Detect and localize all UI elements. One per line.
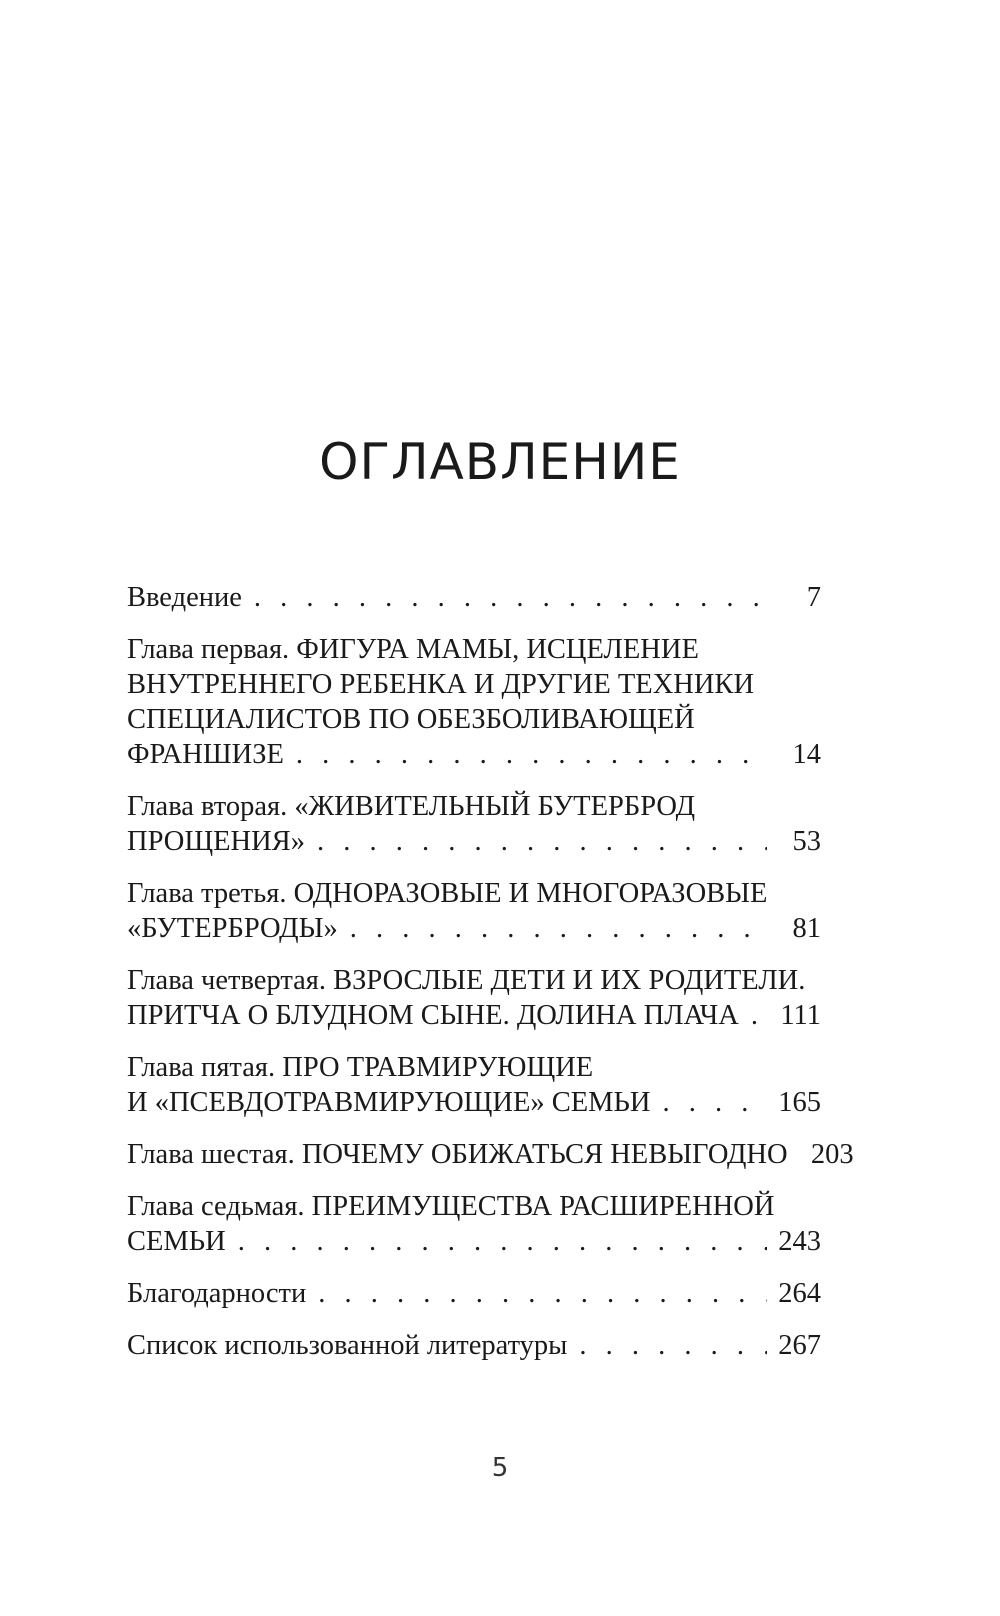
- toc-leader-line: [127, 1276, 821, 1311]
- toc-page-number: 243: [778, 1226, 821, 1257]
- toc-leader-line: [127, 1328, 821, 1363]
- dot-leader: [662, 1085, 767, 1120]
- toc-page-number: 14: [792, 739, 821, 770]
- toc-entry-title: И «ПСЕВДОТРАВМИРУЮЩИЕ» СЕМЬИ: [127, 1087, 651, 1118]
- toc-leader-line: [127, 824, 821, 859]
- toc-entry-chapter-2: [127, 789, 821, 859]
- toc-leader-line: [127, 1224, 821, 1259]
- toc-page-number: 53: [792, 826, 821, 857]
- dot-leader: [296, 737, 767, 772]
- toc-page-number: 7: [806, 582, 821, 613]
- toc-entry-title: Глава седьмая. ПРЕИМУЩЕСТВА РАСШИРЕННОЙ: [127, 1191, 775, 1222]
- dot-leader: [238, 1224, 767, 1259]
- toc-entry-title: СПЕЦИАЛИСТОВ ПО ОБЕЗБОЛИВАЮЩЕЙ: [127, 704, 695, 735]
- toc-leader-line: [127, 911, 821, 946]
- page-title: ОГЛАВЛЕНИЕ: [319, 433, 681, 491]
- toc-entry-title: Глава вторая. «ЖИВИТЕЛЬНЫЙ БУТЕРБРОД: [127, 791, 696, 822]
- toc-entry-title: ПРОЩЕНИЯ»: [127, 826, 305, 857]
- dot-leader: [751, 998, 767, 1033]
- toc-entry-acknowledgements: [127, 1276, 821, 1311]
- toc-entry-title: ФРАНШИЗЕ: [127, 739, 284, 770]
- toc-leader-line: [127, 580, 821, 615]
- dot-leader: [350, 911, 767, 946]
- dot-leader: [579, 1328, 767, 1363]
- toc-leader-line: [127, 1085, 821, 1120]
- toc-entry-introduction: [127, 580, 821, 615]
- dot-leader: [317, 824, 767, 859]
- toc-entry-title: «БУТЕРБРОДЫ»: [127, 913, 338, 944]
- toc-entry-title: Глава третья. ОДНОРАЗОВЫЕ И МНОГОРАЗОВЫЕ: [127, 878, 768, 909]
- toc-page-number: 81: [792, 913, 821, 944]
- toc-entry-chapter-3: [127, 876, 821, 946]
- toc-entry-title: Глава четвертая. ВЗРОСЛЫЕ ДЕТИ И ИХ РОДИТЕЛИ.: [127, 965, 806, 996]
- toc-entry-title: СЕМЬИ: [127, 1226, 226, 1257]
- toc-entry-title: Глава первая. ФИГУРА МАМЫ, ИСЦЕЛЕНИЕ: [127, 634, 699, 665]
- dot-leader: [318, 1276, 767, 1311]
- toc-leader-line: [127, 1137, 854, 1172]
- table-of-contents: [127, 580, 854, 1380]
- toc-page-number: 165: [778, 1087, 821, 1118]
- toc-entry-chapter-4: [127, 963, 821, 1033]
- page-number: 5: [491, 1453, 509, 1483]
- toc-entry-title: ВНУТРЕННЕГО РЕБЕНКА И ДРУГИЕ ТЕХНИКИ: [127, 669, 755, 700]
- toc-entry-chapter-1: [127, 632, 821, 772]
- toc-leader-line: [127, 998, 821, 1033]
- toc-leader-line: [127, 737, 821, 772]
- toc-entry-title: Список использованной литературы: [127, 1330, 568, 1361]
- toc-page-number: 203: [810, 1139, 854, 1170]
- toc-page-number: 111: [780, 1000, 821, 1031]
- toc-entry-title: ПРИТЧА О БЛУДНОМ СЫНЕ. ДОЛИНА ПЛАЧА: [127, 1000, 739, 1031]
- toc-entry-chapter-6: [127, 1137, 854, 1172]
- toc-entry-bibliography: [127, 1328, 821, 1363]
- toc-entry-title: Благодарности: [127, 1278, 307, 1309]
- toc-entry-title: Введение: [127, 582, 242, 613]
- toc-page-number: 264: [778, 1278, 821, 1309]
- toc-entry-chapter-7: [127, 1189, 821, 1259]
- toc-entry-title: Глава пятая. ПРО ТРАВМИРУЮЩИЕ: [127, 1052, 594, 1083]
- toc-entry-chapter-5: [127, 1050, 821, 1120]
- toc-page-number: 267: [778, 1330, 821, 1361]
- toc-entry-title: Глава шестая. ПОЧЕМУ ОБИЖАТЬСЯ НЕВЫГОДНО: [127, 1139, 788, 1170]
- dot-leader: [254, 580, 767, 615]
